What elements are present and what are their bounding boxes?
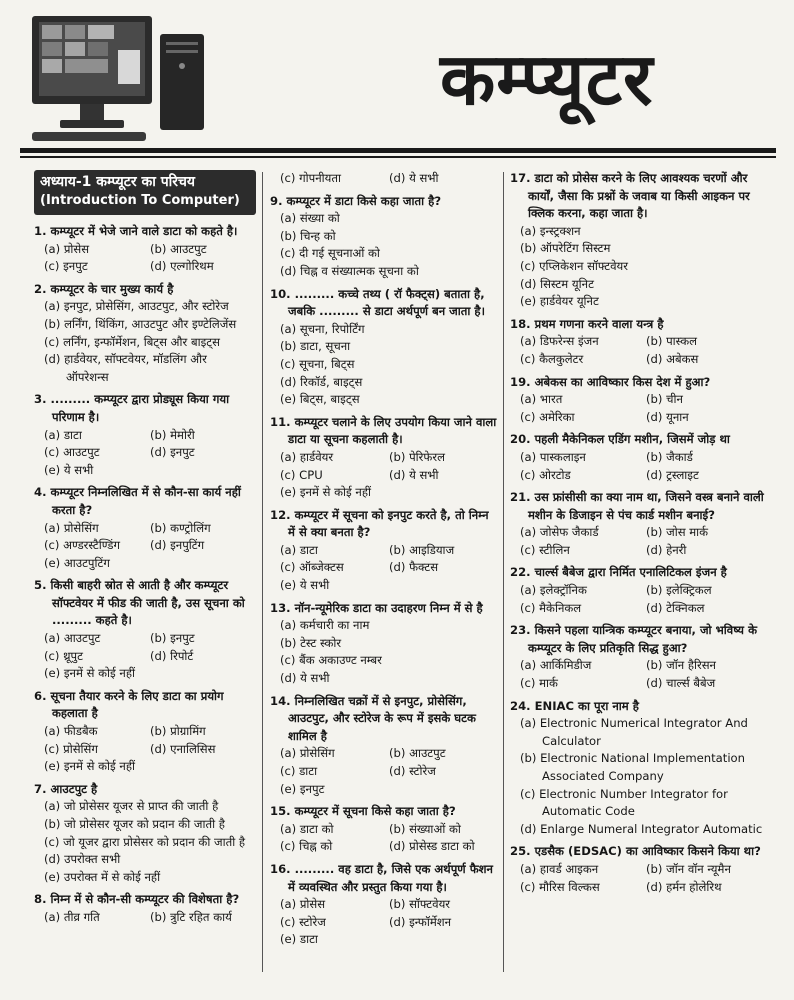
options <box>34 909 256 927</box>
answer-option: (c) लर्निंग, इन्फॉर्मेशन, बिट्स और बाइट्स <box>44 334 220 349</box>
answer-option: (e) डाटा <box>280 932 318 947</box>
question-stem: कम्प्यूटर में सूचना किसे कहा जाता है? <box>294 804 456 819</box>
header-divider-thin <box>20 156 776 158</box>
answer-option: (a) प्रोसेसिंग <box>44 520 99 535</box>
answer-option: (a) डाटा को <box>280 821 334 836</box>
question-text <box>270 803 498 821</box>
answer-option: (b) चिन्ह को <box>280 228 336 243</box>
question-text <box>34 223 256 241</box>
answer-option: (a) प्रोसेस <box>44 241 90 256</box>
options <box>34 723 256 776</box>
answer-option: (b) जॉन हैरिसन <box>646 658 716 673</box>
answer-option: (a) जोसेफ जैकार्ड <box>520 525 599 540</box>
question-number: 23. <box>510 623 531 638</box>
question-stem: कम्प्यूटर में भेजे जाने वाले डाटा को कहते है। <box>50 224 238 238</box>
answer-option: (d) रिपोर्ट <box>150 648 194 663</box>
question-number: 9. <box>270 193 283 208</box>
answer-option: (b) जॉन वॉन न्यूमैन <box>646 861 731 876</box>
answer-option: (a) भारत <box>520 392 563 407</box>
answer-option: (e) इनमें से कोई नहीं <box>44 666 136 681</box>
answer-option: (c) बैंक अकाउण्ट नम्बर <box>280 653 382 668</box>
answer-option: (c) Electronic Number Integrator for Automatic Code <box>520 786 728 819</box>
question-text <box>510 316 772 334</box>
options <box>34 427 256 480</box>
answer-option: (d) इनपुटिंग <box>150 538 205 553</box>
options <box>510 333 772 368</box>
question-block <box>34 281 256 387</box>
answer-option: (a) इनपुट, प्रोसेसिंग, आउटपुट, और स्टोरेज <box>44 299 229 314</box>
chapter-title-english: (Introduction To Computer) <box>40 193 240 208</box>
question-number: 18. <box>510 316 531 331</box>
question-stem: आउटपुट है <box>50 781 98 796</box>
answer-option: (d) यूनान <box>646 409 689 424</box>
question-text <box>34 781 256 799</box>
question-stem: पहली मैकेनिकल एडिंग मशीन, जिसमें जोड़ था <box>534 432 730 447</box>
answer-option: (e) इनपुट <box>280 781 325 796</box>
question-block <box>510 316 772 369</box>
question-text <box>270 414 498 449</box>
answer-option: (d) एनालिसिस <box>150 741 216 756</box>
answer-option: (e) ये सभी <box>44 462 94 477</box>
chapter-banner <box>34 170 256 215</box>
question-block <box>510 698 772 839</box>
question-number: 8. <box>34 892 47 907</box>
answer-option: (b) लर्निंग, थिंकिंग, आउटपुट और इण्टेलिजेंस <box>44 316 237 331</box>
answer-option: (c) एप्लिकेशन सॉफ्टवेयर <box>520 258 629 273</box>
answer-option: (c) अमेरिका <box>520 409 575 424</box>
question-block <box>270 803 498 856</box>
answer-option: (d) रिकॉर्ड, बाइट्स <box>280 374 363 389</box>
question-stem: किसी बाहरी स्रोत से आती है और कम्प्यूटर सॉफ्टवेयर में फीड की जाती है, उस सूचना को ......... कहते है। <box>50 578 245 628</box>
answer-option: (c) मौरिस विल्कस <box>520 879 600 894</box>
answer-option: (b) आउटपुट <box>150 241 207 256</box>
question-block <box>270 170 498 188</box>
question-block <box>510 843 772 896</box>
question-stem: उस फ्रांसीसी का क्या नाम था, जिसने वस्त्र बनाने वाली मशीन के डिजाइन से पंच कार्ड मशीन बनाई? <box>528 490 764 522</box>
question-stem: ......... कम्प्यूटर द्वारा प्रोड्यूस किया गया परिणाम है। <box>50 392 230 424</box>
answer-option: (d) सिस्टम यूनिट <box>520 276 594 291</box>
answer-option: (d) चार्ल्स बैबेज <box>646 676 716 691</box>
question-number: 2. <box>34 281 47 296</box>
answer-option: (b) Electronic National Implementation Associated Company <box>520 751 745 783</box>
answer-option: (d) हेनरी <box>646 542 687 557</box>
answer-option: (e) ये सभी <box>280 578 330 593</box>
question-number: 21. <box>510 490 531 505</box>
question-stem: कम्प्यूटर में सूचना को इनपुट करते है, तो निम्न में से क्या बनता है? <box>288 507 489 540</box>
answer-option: (e) हार्डवेयर यूनिट <box>520 294 599 309</box>
question-stem: कम्प्यूटर चलाने के लिए उपयोग किया जाने वाला डाटा या सूचना कहलाती है। <box>288 414 497 447</box>
question-number: 25. <box>510 844 531 859</box>
question-text <box>510 843 772 861</box>
answer-option: (c) दी गई सूचनाओं को <box>280 246 380 261</box>
question-text <box>270 507 498 542</box>
options <box>270 617 498 687</box>
answer-option: (c) अण्डरस्टैण्डिंग <box>44 538 121 553</box>
answer-option: (d) ट्रस्लाइट <box>646 467 699 482</box>
answer-option: (c) ऑब्जेक्टस <box>280 560 344 575</box>
question-stem: डाटा को प्रोसेस करने के लिए आवश्यक चरणों और कार्यों, जैसा कि प्रश्नों के जवाब या किसी आइकन पर क्लिक करना, कहा जाता है। <box>528 171 750 221</box>
header-divider-thick <box>20 148 776 153</box>
answer-option: (b) कण्ट्रोलिंग <box>150 520 211 535</box>
question-text <box>270 193 498 211</box>
answer-option: (d) एल्गोरिथम <box>150 259 214 274</box>
answer-option: (a) डाटा <box>44 427 82 442</box>
options <box>270 745 498 798</box>
answer-option: (c) प्रोसेसिंग <box>44 741 98 756</box>
answer-option: (b) प्रोग्रामिंग <box>150 724 206 739</box>
answer-option: (a) जो प्रोसेसर यूजर से प्राप्त की जाती है <box>44 799 219 814</box>
column-1 <box>34 170 256 932</box>
options <box>270 821 498 856</box>
answer-option: (a) हार्डवेयर <box>280 449 334 464</box>
options <box>510 223 772 311</box>
answer-option: (d) प्रोसेस्ड डाटा को <box>389 839 475 854</box>
answer-option: (d) इन्फॉर्मेशन <box>389 914 452 929</box>
options <box>510 861 772 896</box>
answer-option: (b) त्रुटि रहित कार्य <box>150 909 232 924</box>
answer-option: (d) टेक्निकल <box>646 600 705 615</box>
column-divider <box>262 172 263 972</box>
options <box>510 524 772 559</box>
answer-option: (d) Enlarge Numeral Integrator Automatic <box>520 821 763 836</box>
question-text <box>510 374 772 392</box>
question-block <box>510 622 772 692</box>
answer-option: (d) स्टोरेज <box>389 764 436 778</box>
options <box>270 170 498 188</box>
question-text <box>510 431 772 449</box>
answer-option: (a) कर्मचारी का नाम <box>280 618 370 633</box>
answer-option: (e) इनमें से कोई नहीं <box>44 759 136 774</box>
question-block <box>510 431 772 484</box>
answer-option: (d) ये सभी <box>389 467 439 482</box>
answer-option: (d) ये सभी <box>389 171 439 185</box>
question-block <box>34 891 256 926</box>
question-block <box>34 484 256 572</box>
question-stem: निम्न में से कौन-सी कम्प्यूटर की विशेषता है? <box>50 892 240 907</box>
answer-option: (d) चिह्न व संख्यात्मक सूचना को <box>280 263 419 278</box>
question-number: 3. <box>34 392 47 407</box>
question-block <box>34 577 256 683</box>
options <box>510 449 772 484</box>
options <box>34 798 256 886</box>
question-number: 16. <box>270 861 291 876</box>
answer-option: (b) मेमोरी <box>150 427 195 442</box>
answer-option: (b) पेरिफेरल <box>389 449 445 464</box>
answer-option: (c) मैकेनिकल <box>520 600 582 615</box>
question-number: 13. <box>270 600 291 615</box>
question-text <box>510 698 772 716</box>
answer-option: (c) स्टोरेज <box>280 914 326 929</box>
question-stem: सूचना तैयार करने के लिए डाटा का प्रयोग कहलाता है <box>50 688 224 721</box>
question-text <box>510 170 772 223</box>
question-text <box>270 693 498 746</box>
question-text <box>34 281 256 299</box>
question-number: 11. <box>270 414 291 429</box>
question-block <box>270 693 498 799</box>
answer-option: (e) बिट्स, बाइट्स <box>280 392 360 407</box>
answer-option: (b) जोस मार्क <box>646 525 709 540</box>
options <box>270 449 498 502</box>
question-block <box>270 193 498 281</box>
question-text <box>510 564 772 582</box>
question-text <box>270 600 498 618</box>
answer-option: (b) सॉफ्टवेयर <box>389 897 451 912</box>
answer-option: (a) Electronic Numerical Integrator And Calculator <box>520 716 748 748</box>
question-number: 24. <box>510 698 531 713</box>
question-number: 6. <box>34 688 47 703</box>
answer-option: (c) मार्क <box>520 676 558 691</box>
question-block <box>270 600 498 688</box>
options <box>510 582 772 617</box>
answer-option: (c) गोपनीयता <box>280 171 341 185</box>
answer-option: (c) जो यूजर द्वारा प्रोसेसर को प्रदान की जाती है <box>44 834 246 849</box>
question-block <box>510 564 772 617</box>
question-text <box>34 688 256 723</box>
question-number: 20. <box>510 432 531 447</box>
answer-option: (d) ये सभी <box>280 671 330 686</box>
answer-option: (b) ऑपरेटिंग सिस्टम <box>520 241 611 256</box>
answer-option: (b) टेस्ट स्कोर <box>280 635 342 650</box>
answer-option: (a) प्रोसेसिंग <box>280 746 335 761</box>
question-text <box>34 891 256 909</box>
answer-option: (b) जैकार्ड <box>646 449 693 464</box>
answer-option: (b) डाटा, सूचना <box>280 339 351 354</box>
question-block <box>270 507 498 595</box>
answer-option: (d) फैक्टस <box>389 560 439 575</box>
answer-option: (a) डिफरेन्स इंजन <box>520 334 599 349</box>
question-stem: निम्नलिखित चक्रों में से इनपुट, प्रोसेसिंग, आउटपुट, और स्टोरेज के रूप में इसके घटक शामिल है <box>288 693 476 743</box>
answer-option: (d) अबेकस <box>646 351 699 366</box>
question-block <box>510 170 772 311</box>
question-number: 4. <box>34 485 47 500</box>
options <box>270 542 498 595</box>
options <box>270 210 498 280</box>
question-block <box>34 223 256 276</box>
answer-option: (a) सूचना, रिपोर्टिंग <box>280 321 365 336</box>
answer-option: (a) पास्कलाइन <box>520 449 586 464</box>
question-number: 10. <box>270 286 291 301</box>
chapter-title-hindi: अध्याय-1 कम्प्यूटर का परिचय <box>40 174 196 190</box>
answer-option: (b) पास्कल <box>646 334 697 349</box>
answer-option: (c) स्टीलिन <box>520 542 570 557</box>
options <box>34 520 256 573</box>
answer-option: (c) इनपुट <box>44 259 88 274</box>
question-stem: किसने पहला यान्त्रिक कम्प्यूटर बनाया, जो भविष्य के कम्प्यूटर के लिए प्रतिकृति सिद्ध हुआ? <box>528 623 757 655</box>
answer-option: (a) इन्स्ट्रक्शन <box>520 223 581 238</box>
question-text <box>34 391 256 426</box>
answer-option: (b) आइडियाज <box>389 542 455 557</box>
answer-option: (c) सूचना, बिट्स <box>280 356 355 371</box>
question-block <box>510 489 772 559</box>
question-block <box>270 286 498 409</box>
question-stem: चार्ल्स बैबेज द्वारा निर्मित एनालिटिकल इंजन है <box>534 565 727 580</box>
options <box>34 630 256 683</box>
options <box>34 298 256 386</box>
page-header <box>0 0 794 160</box>
question-stem: नॉन-न्यूमेरिक डाटा का उदाहरण निम्न में से है <box>294 600 483 615</box>
options <box>270 321 498 409</box>
question-number: 15. <box>270 804 291 819</box>
answer-option: (a) आउटपुट <box>44 631 101 646</box>
question-number: 22. <box>510 565 531 580</box>
options <box>34 241 256 276</box>
question-stem: ......... कच्चे तथ्य ( रॉ फैक्ट्स) बताता है, जबकि ......... से डाटा अर्थपूर्ण बन जाता है। <box>288 286 485 319</box>
question-stem: कम्प्यूटर के चार मुख्य कार्य है <box>50 281 174 296</box>
computer-illustration-icon <box>30 14 210 144</box>
question-block <box>270 861 498 949</box>
question-block <box>34 688 256 776</box>
answer-option: (c) डाटा <box>280 764 318 778</box>
question-number: 17. <box>510 171 531 185</box>
question-block <box>34 781 256 887</box>
answer-option: (c) CPU <box>280 467 323 482</box>
options <box>510 657 772 692</box>
answer-option: (b) इनपुट <box>150 631 195 646</box>
column-divider <box>503 172 504 972</box>
question-text <box>270 861 498 896</box>
question-number: 1. <box>34 224 47 238</box>
answer-option: (a) संख्या को <box>280 211 340 226</box>
answer-option: (a) प्रोसेस <box>280 897 326 912</box>
question-text <box>510 622 772 657</box>
answer-option: (b) संख्याओं को <box>389 821 461 836</box>
question-number: 5. <box>34 578 47 593</box>
answer-option: (c) ओरटोड <box>520 467 571 482</box>
column-2 <box>270 170 498 954</box>
answer-option: (b) जो प्रोसेसर यूजर को प्रदान की जाती है <box>44 817 225 831</box>
answer-option: (a) आर्किमिडीज <box>520 658 592 673</box>
answer-option: (e) आउटपुटिंग <box>44 555 110 570</box>
answer-option: (e) इनमें से कोई नहीं <box>280 485 372 500</box>
answer-option: (c) थ्रूपुट <box>44 648 83 663</box>
answer-option: (a) फीडबैक <box>44 724 98 739</box>
question-block <box>270 414 498 502</box>
question-text <box>34 577 256 630</box>
question-text <box>510 489 772 524</box>
question-stem: ......... वह डाटा है, जिसे एक अर्थपूर्ण फैशन में व्यवस्थित और प्रस्तुत किया गया है। <box>288 861 493 894</box>
answer-option: (b) इलेक्ट्रिकल <box>646 583 712 598</box>
question-number: 7. <box>34 781 47 796</box>
answer-option: (c) आउटपुट <box>44 445 100 460</box>
options <box>510 715 772 838</box>
answer-option: (c) चिह्न को <box>280 839 333 854</box>
question-text <box>270 286 498 321</box>
options <box>270 896 498 949</box>
question-stem: ENIAC का पूरा नाम है <box>534 698 639 713</box>
question-stem: कम्प्यूटर निम्नलिखित में से कौन-सा कार्य नहीं करता है? <box>50 485 241 517</box>
page-title: कम्प्यूटर <box>440 36 654 121</box>
answer-option: (a) हावर्ड आइकन <box>520 861 599 876</box>
answer-option: (c) कैलकुलेटर <box>520 351 584 366</box>
question-number: 12. <box>270 507 291 522</box>
answer-option: (b) आउटपुट <box>389 746 446 761</box>
question-block <box>510 374 772 427</box>
answer-option: (d) हर्मन होलेरिथ <box>646 879 722 894</box>
answer-option: (d) इनपुट <box>150 445 195 460</box>
question-stem: प्रथम गणना करने वाला यन्त्र है <box>534 316 664 331</box>
answer-option: (e) उपरोक्त में से कोई नहीं <box>44 869 161 884</box>
question-stem: अबेकस का आविष्कार किस देश में हुआ? <box>534 374 711 389</box>
answer-option: (a) इलेक्ट्रॉनिक <box>520 583 587 598</box>
question-stem: एडसैक (EDSAC) का आविष्कार किसने किया था? <box>534 844 761 859</box>
answer-option: (a) तीव्र गति <box>44 909 100 924</box>
answer-option: (b) चीन <box>646 392 683 407</box>
question-text <box>34 484 256 519</box>
column-3 <box>510 170 772 901</box>
answer-option: (a) डाटा <box>280 542 318 557</box>
answer-option: (d) हार्डवेयर, सॉफ्टवेयर, मॉडलिंग और ऑपरेशन्स <box>44 352 207 384</box>
options <box>510 391 772 426</box>
answer-option: (d) उपरोक्त सभी <box>44 852 121 867</box>
question-number: 19. <box>510 374 531 389</box>
question-block <box>34 391 256 479</box>
question-stem: कम्प्यूटर में डाटा किसे कहा जाता है? <box>286 193 442 208</box>
question-number: 14. <box>270 693 291 708</box>
